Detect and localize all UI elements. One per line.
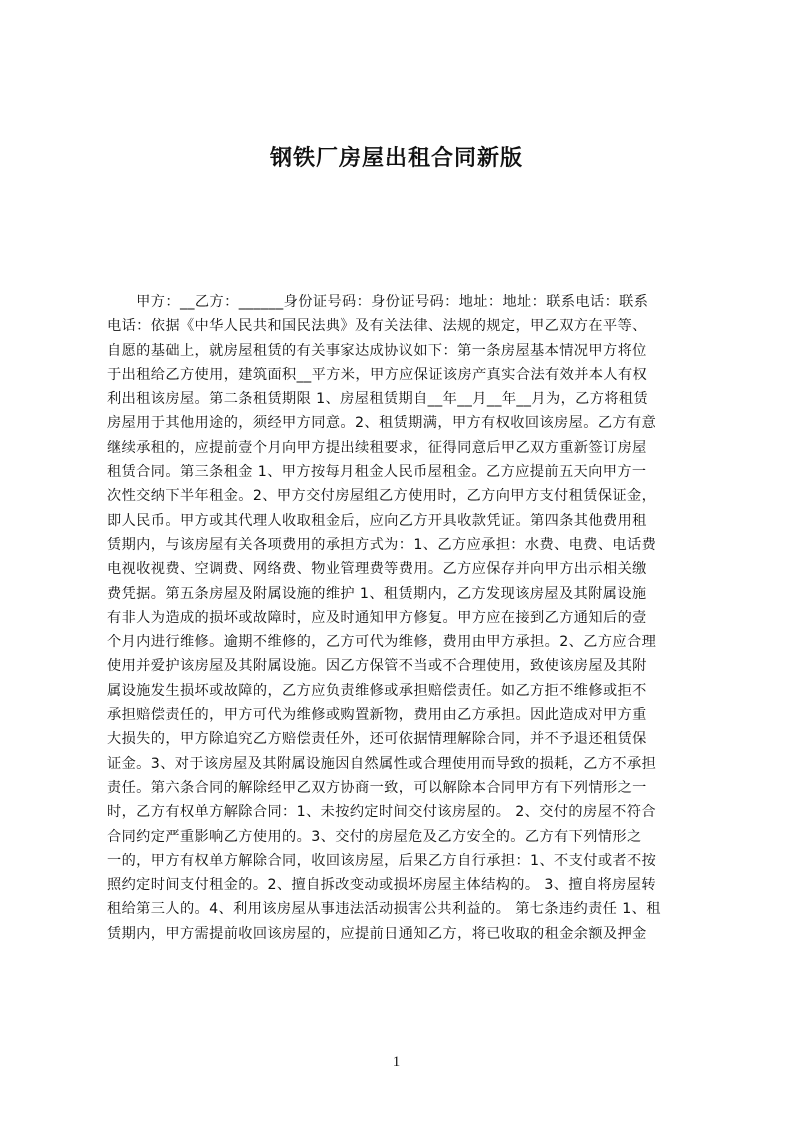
body-line: 使用并爱护该房屋及其附属设施。因乙方保管不当或不合理使用，致使该房屋及其附 xyxy=(107,658,647,675)
body-line: 属设施发生损坏或故障的，乙方应负责维修或承担赔偿责任。如乙方拒不维修或拒不 xyxy=(107,682,647,699)
body-line: 证金。3、对于该房屋及其附属设施因自然属性或合理使用而导致的损耗，乙方不承担 xyxy=(107,755,657,772)
body-line: 继续承租的，应提前壹个月向甲方提出续租要求，征得同意后甲乙双方重新签订房屋 xyxy=(107,439,647,456)
body-line: 利出租该房屋。第二条租赁期限 1、房屋租赁期自__年__月__年__月为，乙方将租赁 xyxy=(107,391,649,408)
body-line: 承担赔偿责任的，甲方可代为维修或购置新物，费用由乙方承担。因此造成对甲方重 xyxy=(107,707,647,724)
body-line: 合同约定严重影响乙方使用的。3、交付的房屋危及乙方安全的。乙方有下列情形之 xyxy=(107,828,642,845)
body-line: 赁期内，甲方需提前收回该房屋的，应提前日通知乙方，将已收取的租金余额及押金 xyxy=(107,925,647,942)
body-line: 房屋用于其他用途的，须经甲方同意。2、租赁期满，甲方有权收回该房屋。乙方有意 xyxy=(107,415,657,432)
body-line: 时，乙方有权单方解除合同：1、未按约定时间交付该房屋的。 2、交付的房屋不符合 xyxy=(107,804,656,821)
body-line: 自愿的基础上，就房屋租赁的有关事家达成协议如下：第一条房屋基本情况甲方将位 xyxy=(107,342,647,359)
body-line: 即人民币。甲方或其代理人收取租金后，应向乙方开具收款凭证。第四条其他费用租 xyxy=(107,512,647,529)
document-body xyxy=(107,290,697,946)
document-title: 钢铁厂房屋出租合同新版 xyxy=(269,146,523,171)
body-line: 电话：依据《中华人民共和国民法典》及有关法律、法规的规定，甲乙双方在平等、 xyxy=(107,318,647,335)
page-number: 1 xyxy=(392,1054,401,1070)
body-line: 个月内进行维修。逾期不维修的，乙方可代为维修，费用由甲方承担。2、乙方应合理 xyxy=(107,634,657,651)
body-line: 租给第三人的。4、利用该房屋从事违法活动损害公共利益的。 第七条违约责任 1、租 xyxy=(107,901,661,918)
body-line: 电视收视费、空调费、网络费、物业管理费等费用。乙方应保存并向甲方出示相关缴 xyxy=(107,561,647,578)
body-line: 租赁合同。第三条租金 1、甲方按每月租金人民币屋租金。乙方应提前五天向甲方一 xyxy=(107,464,647,481)
body-line: 次性交纳下半年租金。2、甲方交付房屋组乙方使用时，乙方向甲方支付租赁保证金， xyxy=(107,488,657,505)
body-line: 大损失的，甲方除追究乙方赔偿责任外，还可依据情理解除合同，并不予退还租赁保 xyxy=(107,731,647,748)
body-line: 一的，甲方有权单方解除合同，收回该房屋，后果乙方自行承担：1、不支付或者不按 xyxy=(107,852,657,869)
body-line: 赁期内，与该房屋有关各项费用的承担方式为：1、乙方应承担：水费、电费、电话费 xyxy=(107,536,657,553)
body-line: 于出租给乙方使用，建筑面积__平方米，甲方应保证该房产真实合法有效并本人有权 xyxy=(107,366,648,383)
body-line: 有非人为造成的损坏或故障时，应及时通知甲方修复。甲方应在接到乙方通知后的壹 xyxy=(107,609,647,626)
body-line: 照约定时间支付租金的。2、擅自拆改变动或损坏房屋主体结构的。 3、擅自将房屋转 xyxy=(107,877,656,894)
body-line: 甲方：__乙方：______身份证号码：身份证号码：地址：地址：联系电话：联系 xyxy=(107,294,649,310)
body-line: 费凭据。第五条房屋及附属设施的维护 1、租赁期内，乙方发现该房屋及其附属设施 xyxy=(107,585,647,602)
body-line: 责任。第六条合同的解除经甲乙双方协商一致，可以解除本合同甲方有下列情形之一 xyxy=(107,779,647,796)
